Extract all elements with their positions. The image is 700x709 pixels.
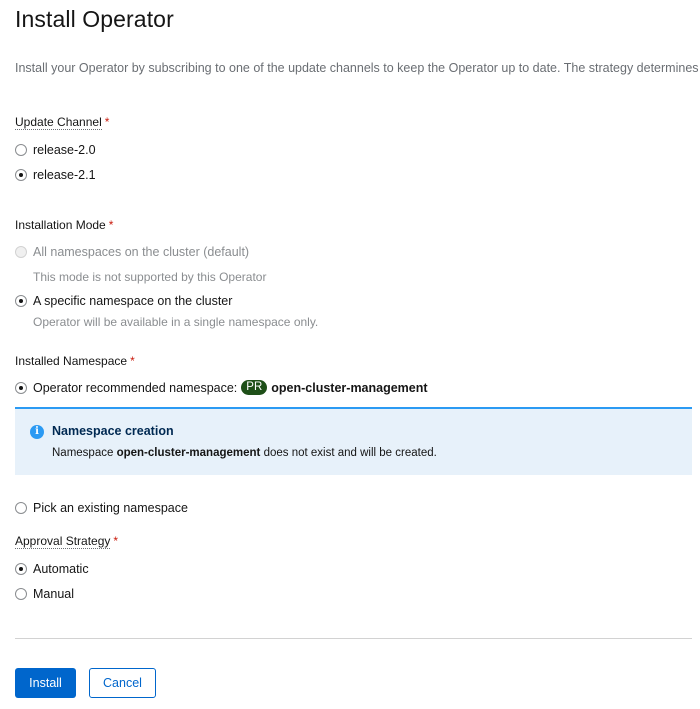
required-mark: * <box>113 534 119 548</box>
namespace-name: open-cluster-management <box>271 380 428 395</box>
radio-button[interactable] <box>15 563 27 575</box>
radio-label: Pick an existing namespace <box>33 501 188 515</box>
update-channel-label-text: Update Channel <box>15 115 102 129</box>
installed-namespace-label-text: Installed Namespace <box>15 354 128 368</box>
radio-all-namespaces <box>15 245 249 259</box>
radio-button <box>15 246 27 258</box>
page-intro: Install your Operator by subscribing to one of the update channels to keep the Operator up to date. The strategy determines <box>15 61 699 75</box>
approval-strategy-label <box>15 534 118 548</box>
radio-button[interactable] <box>15 502 27 514</box>
radio-release-2-1[interactable] <box>15 168 96 182</box>
install-button[interactable]: Install <box>15 668 76 698</box>
radio-button[interactable] <box>15 295 27 307</box>
info-icon: i <box>30 425 44 439</box>
radio-label: release-2.1 <box>33 168 96 182</box>
page-title: Install Operator <box>15 6 174 32</box>
radio-recommended-namespace[interactable] <box>15 380 428 395</box>
divider <box>15 638 692 639</box>
radio-label: Manual <box>33 587 74 601</box>
radio-specific-namespace[interactable] <box>15 294 232 308</box>
radio-release-2-0[interactable] <box>15 143 96 157</box>
alert-body-prefix: Namespace <box>52 447 114 459</box>
radio-button[interactable] <box>15 588 27 600</box>
alert-body <box>52 447 437 459</box>
radio-button[interactable] <box>15 169 27 181</box>
radio-label: release-2.0 <box>33 143 96 157</box>
alert-namespace-name: open-cluster-management <box>116 447 261 459</box>
radio-button[interactable] <box>15 382 27 394</box>
approval-strategy-label-text: Approval Strategy <box>15 534 111 548</box>
radio-automatic[interactable] <box>15 562 89 576</box>
radio-button[interactable] <box>15 144 27 156</box>
radio-existing-namespace[interactable] <box>15 501 188 515</box>
all-namespaces-helper: This mode is not supported by this Operator <box>33 270 267 284</box>
installed-namespace-label <box>15 354 135 368</box>
installation-mode-label <box>15 218 113 232</box>
update-channel-label <box>15 115 109 129</box>
project-badge: PR <box>241 380 267 395</box>
cancel-button[interactable]: Cancel <box>89 668 156 698</box>
required-mark: * <box>130 354 135 368</box>
radio-label: Operator recommended namespace: <box>33 380 238 395</box>
namespace-creation-alert <box>15 407 692 475</box>
radio-manual[interactable] <box>15 587 74 601</box>
radio-label: All namespaces on the cluster (default) <box>33 245 250 259</box>
required-mark: * <box>104 115 110 129</box>
radio-label: Automatic <box>33 562 89 576</box>
required-mark: * <box>108 218 114 232</box>
alert-title: Namespace creation <box>52 424 174 438</box>
radio-label: A specific namespace on the cluster <box>33 294 233 308</box>
alert-body-suffix: does not exist and will be created. <box>263 447 437 459</box>
specific-namespace-helper: Operator will be available in a single namespace only. <box>33 315 319 329</box>
installation-mode-label-text: Installation Mode <box>15 218 106 232</box>
